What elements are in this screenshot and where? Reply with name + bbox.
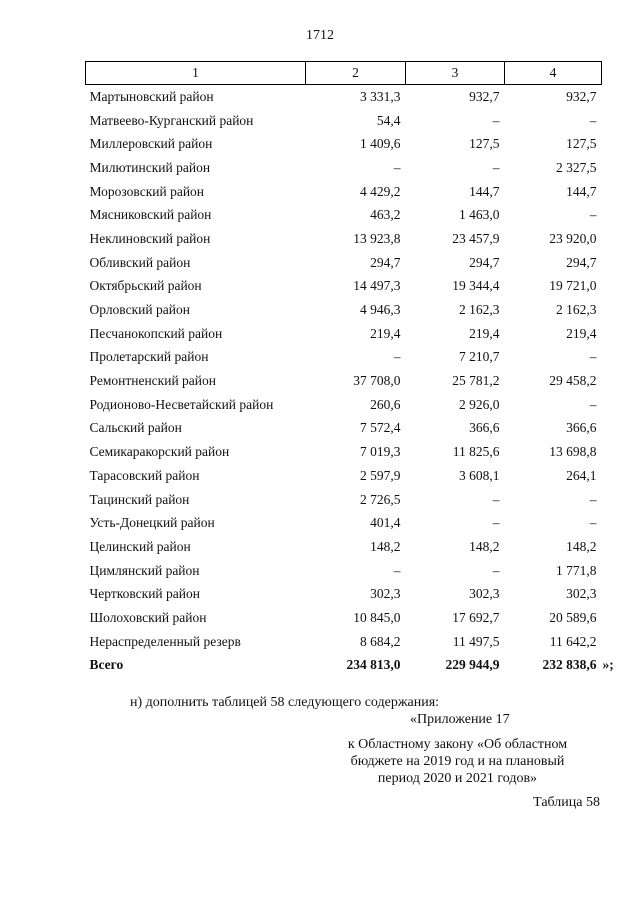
value-col-4: 2 162,3 [556,302,597,318]
value-col-2: 10 845,0 [353,609,401,625]
value-col-4: 23 920,0 [549,230,597,246]
table-body [86,85,602,678]
value-col-3: 2 926,0 [459,396,500,412]
district-name: Нераспределенный резерв [89,633,241,649]
value-col-2: 294,7 [370,254,401,270]
value-col-3: 932,7 [469,88,500,104]
table-row [86,180,602,204]
table-row [86,251,602,275]
value-col-2: 4 946,3 [360,302,401,318]
value-col-2: 7 019,3 [360,444,401,460]
district-name: Мартыновский район [89,88,214,104]
header-col-4: 4 [505,62,602,85]
table-row [86,203,602,227]
district-name: Семикаракорский район [89,444,230,460]
table-row [86,535,602,559]
value-col-4: – [589,515,597,531]
value-col-2: 37 708,0 [353,373,401,389]
total-col-2: 234 813,0 [346,657,401,673]
law-reference: к Областному закону «Об областном бюджете на 2019 год и на плановый период 2020 и 2021 годов» [347,737,568,786]
total-col-4-value: 232 838,6 [542,657,597,673]
value-col-3: – [492,515,500,531]
table-row [86,606,602,630]
value-col-4: 148,2 [566,538,597,554]
value-col-4: 20 589,6 [549,609,597,625]
table-row [86,630,602,654]
header-row [86,62,602,85]
table-row [86,369,602,393]
value-col-2: 14 497,3 [353,278,401,294]
value-col-3: 3 608,1 [459,467,500,483]
value-col-2: 54,4 [376,112,401,128]
value-col-2: 401,4 [370,515,401,531]
table-row [86,440,602,464]
table-row [86,109,602,133]
value-col-4: 932,7 [566,88,597,104]
value-col-2: 260,6 [370,396,401,412]
district-name: Неклиновский район [89,230,211,246]
value-col-4: 29 458,2 [549,373,597,389]
table-row [86,488,602,512]
amendment-line: н) дополнить таблицей 58 следующего содержания: [130,695,440,710]
value-col-3: – [492,562,500,578]
value-col-3: 219,4 [469,325,500,341]
district-name: Обливский район [89,254,191,270]
district-name: Матвеево-Курганский район [89,112,254,128]
value-col-3: 2 162,3 [459,302,500,318]
district-name: Шолоховский район [89,609,207,625]
table-row [86,227,602,251]
district-name: Песчанокопский район [89,325,223,341]
table-row [86,559,602,583]
district-name: Целинский район [89,538,191,554]
value-col-4: 264,1 [566,467,597,483]
value-col-3: 1 463,0 [459,207,500,223]
table-row [86,298,602,322]
district-name: Пролетарский район [89,349,209,365]
value-col-4: 127,5 [566,136,597,152]
value-col-4: 144,7 [566,183,597,199]
value-col-3: 23 457,9 [452,230,500,246]
value-col-2: 3 331,3 [360,88,401,104]
district-name: Сальский район [89,420,182,436]
header-col-2: 2 [306,62,406,85]
district-name: Орловский район [89,302,190,318]
table-row [86,156,602,180]
table-row [86,346,602,370]
value-col-3: 144,7 [469,183,500,199]
value-col-2: 2 726,5 [360,491,401,507]
value-col-4: 294,7 [566,254,597,270]
table-row [86,85,602,109]
district-name: Родионово-Несветайский район [89,396,274,412]
value-col-2: 148,2 [370,538,401,554]
total-suffix: »; [602,657,614,673]
value-col-3: 148,2 [469,538,500,554]
value-col-2: 13 923,8 [353,230,401,246]
value-col-4: 302,3 [566,586,597,602]
page-number: 1712 [306,28,334,43]
value-col-3: 11 497,5 [452,633,500,649]
value-col-3: 302,3 [469,586,500,602]
total-row [86,654,602,678]
value-col-3: – [492,491,500,507]
value-col-4: 13 698,8 [549,444,597,460]
table-header [86,62,602,85]
table-label: Таблица 58 [533,795,600,810]
value-col-4: – [589,112,597,128]
table-row [86,417,602,441]
table-row [86,275,602,299]
value-col-4: – [589,349,597,365]
value-col-4: 19 721,0 [549,278,597,294]
value-col-2: – [393,562,401,578]
appendix-title: «Приложение 17 [410,712,510,727]
value-col-4: – [589,396,597,412]
table-row [86,132,602,156]
district-name: Морозовский район [89,183,205,199]
table-row [86,582,602,606]
value-col-3: 7 210,7 [459,349,500,365]
district-name: Октябрьский район [89,278,202,294]
table-row [86,464,602,488]
table-row [86,393,602,417]
value-col-3: – [492,112,500,128]
total-col-4 [505,654,602,678]
value-col-3: 366,6 [469,420,500,436]
value-col-3: 17 692,7 [452,609,500,625]
value-col-2: 219,4 [370,325,401,341]
value-col-3: 25 781,2 [452,373,500,389]
district-name: Миллеровский район [89,136,213,152]
value-col-3: 127,5 [469,136,500,152]
district-name: Чертковский район [89,586,200,602]
value-col-4: – [589,491,597,507]
table-row [86,511,602,535]
value-col-2: 1 409,6 [360,136,401,152]
district-name: Тацинский район [89,491,190,507]
value-col-3: – [492,159,500,175]
value-col-4: – [589,207,597,223]
value-col-2: 4 429,2 [360,183,401,199]
value-col-4: 219,4 [566,325,597,341]
value-col-4: 11 642,2 [549,633,597,649]
value-col-2: 463,2 [370,207,401,223]
table-row [86,322,602,346]
value-col-3: 294,7 [469,254,500,270]
value-col-2: 302,3 [370,586,401,602]
value-col-3: 11 825,6 [452,444,500,460]
value-col-4: 2 327,5 [556,159,597,175]
district-name: Усть-Донецкий район [89,515,215,531]
value-col-2: 8 684,2 [360,633,401,649]
total-col-3: 229 944,9 [445,657,500,673]
district-name: Мясниковский район [89,207,212,223]
district-name: Ремонтненский район [89,373,216,389]
district-name: Милютинский район [89,159,211,175]
budget-table [85,61,602,677]
district-name: Цимлянский район [89,562,200,578]
value-col-2: 2 597,9 [360,467,401,483]
value-col-2: – [393,349,401,365]
value-col-2: 7 572,4 [360,420,401,436]
header-col-1: 1 [86,62,306,85]
header-col-3: 3 [406,62,505,85]
value-col-3: 19 344,4 [452,278,500,294]
total-label: Всего [89,657,124,673]
district-name: Тарасовский район [89,467,200,483]
value-col-2: – [393,159,401,175]
value-col-4: 1 771,8 [556,562,597,578]
value-col-4: 366,6 [566,420,597,436]
